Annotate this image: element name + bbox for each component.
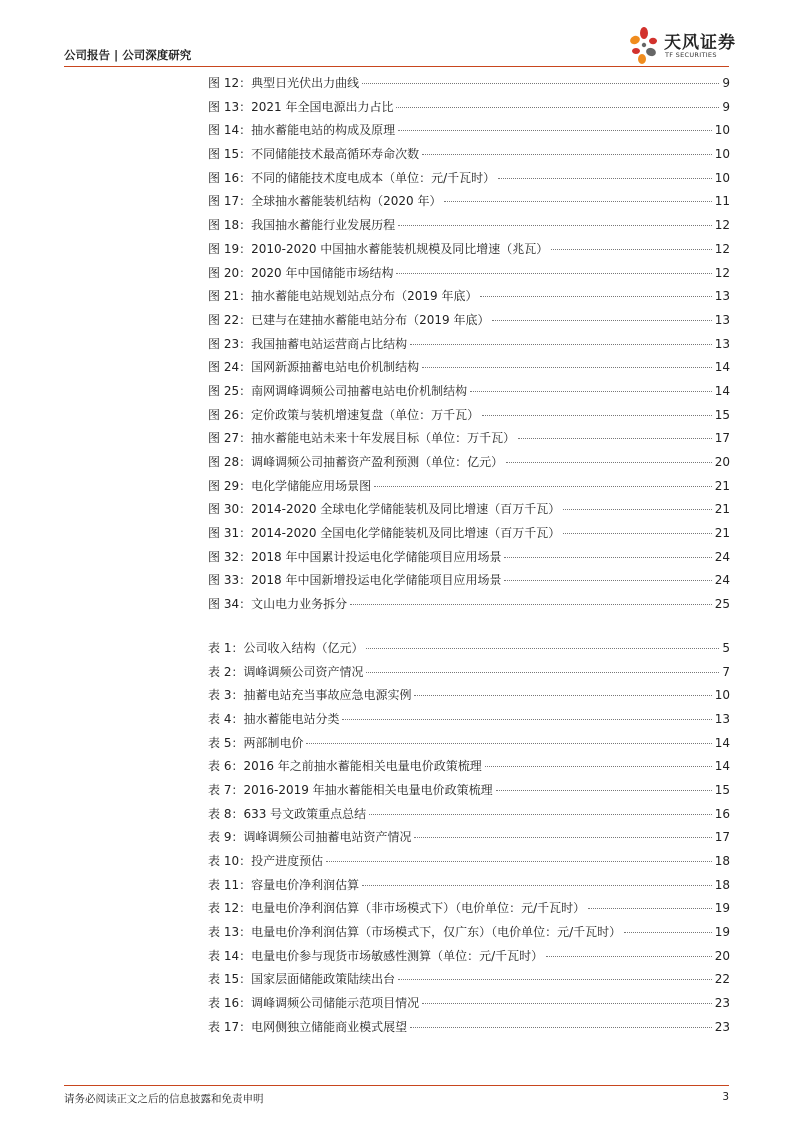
figure-entry[interactable] (208, 145, 730, 169)
table-entry[interactable] (208, 994, 730, 1018)
dot-leader (485, 766, 712, 767)
table-index (208, 639, 730, 1042)
figure-entry[interactable] (208, 287, 730, 311)
table-entry[interactable] (208, 947, 730, 971)
toc-entry-page: 14 (714, 383, 730, 398)
toc-entry-title[interactable]: 图 24：国网新源抽蓄电站电价机制结构 (208, 360, 420, 375)
table-entry[interactable] (208, 970, 730, 994)
dot-leader (563, 509, 711, 510)
toc-entry-page: 25 (714, 597, 730, 612)
figure-entry[interactable] (208, 358, 730, 382)
figure-entry[interactable] (208, 477, 730, 501)
toc-entry-title[interactable]: 表 7：2016-2019 年抽水蓄能相关电量电价政策梳理 (208, 782, 493, 797)
toc-entry-page: 5 (722, 640, 730, 655)
dot-leader (396, 273, 711, 274)
toc-entry-title[interactable]: 图 32：2018 年中国累计投运电化学储能项目应用场景 (208, 549, 502, 564)
figure-entry[interactable] (208, 240, 730, 264)
toc-entry-page: 10 (714, 688, 730, 703)
toc-entry-title[interactable]: 表 12：电量电价净利润估算（非市场模式下）（电价单位：元/千瓦时） (208, 901, 586, 916)
toc-entry-title[interactable]: 表 15：国家层面储能政策陆续出台 (208, 972, 396, 987)
toc-entry-title[interactable]: 表 8：633 号文政策重点总结 (208, 806, 367, 821)
toc-entry-title[interactable]: 表 9：调峰调频公司抽蓄电站资产情况 (208, 830, 412, 845)
dot-leader (350, 604, 712, 605)
figure-entry[interactable] (208, 121, 730, 145)
toc-entry-page: 22 (714, 972, 730, 987)
toc-entry-title[interactable]: 表 3：抽蓄电站充当事故应急电源实例 (208, 688, 412, 703)
figure-entry[interactable] (208, 406, 730, 430)
table-entry[interactable] (208, 686, 730, 710)
dot-leader (366, 672, 719, 673)
figure-entry[interactable] (208, 311, 730, 335)
table-entry[interactable] (208, 876, 730, 900)
dot-leader (306, 743, 711, 744)
table-entry[interactable] (208, 1018, 730, 1042)
toc-entry-page: 19 (714, 901, 730, 916)
toc-entry-title[interactable]: 表 13：电量电价净利润估算（市场模式下，仅广东）（电价单位：元/千瓦时） (208, 925, 622, 940)
dot-leader (546, 956, 712, 957)
dot-leader (588, 908, 712, 909)
toc-entry-page: 23 (714, 1019, 730, 1034)
table-entry[interactable] (208, 781, 730, 805)
figure-index (208, 74, 730, 619)
figure-entry[interactable] (208, 548, 730, 572)
toc-entry-title[interactable]: 表 2：调峰调频公司资产情况 (208, 664, 364, 679)
dot-leader (422, 367, 712, 368)
toc-entry-page: 12 (714, 265, 730, 280)
dot-leader (482, 415, 712, 416)
dot-leader (624, 932, 712, 933)
figure-entry[interactable] (208, 524, 730, 548)
dot-leader (410, 1027, 712, 1028)
dot-leader (551, 249, 711, 250)
dot-leader (362, 885, 712, 886)
dot-leader (470, 391, 712, 392)
section-gap (208, 619, 730, 639)
table-entry[interactable] (208, 828, 730, 852)
toc-entry-page: 21 (714, 478, 730, 493)
toc-entry-title[interactable]: 图 15：不同储能技术最高循环寿命次数 (208, 147, 420, 162)
table-entry[interactable] (208, 923, 730, 947)
dot-leader (504, 580, 711, 581)
toc-entry-page: 14 (714, 360, 730, 375)
toc-entry-title[interactable]: 图 13：2021 年全国电源出力占比 (208, 99, 394, 114)
logo-company-subtitle: TF SECURITIES (665, 51, 717, 59)
toc-entry-title[interactable]: 图 30：2014-2020 全球电化学储能装机及同比增速（百万千瓦） (208, 502, 561, 517)
footer-divider (64, 1085, 729, 1086)
toc-entry-page: 12 (714, 218, 730, 233)
dot-leader (366, 648, 719, 649)
toc-entry-page: 23 (714, 996, 730, 1011)
toc-entry-title[interactable]: 表 11：容量电价净利润估算 (208, 877, 360, 892)
figure-entry[interactable] (208, 429, 730, 453)
page-number: 3 (722, 1091, 729, 1103)
dot-leader (518, 438, 712, 439)
toc-entry-title[interactable]: 图 19：2010-2020 中国抽水蓄能装机规模及同比增速（兆瓦） (208, 241, 549, 256)
toc-entry-title[interactable]: 表 4：抽水蓄能电站分类 (208, 711, 340, 726)
toc-entry-page: 10 (714, 147, 730, 162)
toc-entry-title[interactable]: 图 22：已建与在建抽水蓄能电站分布（2019 年底） (208, 312, 490, 327)
toc-entry-title[interactable]: 表 10：投产进度预估 (208, 854, 324, 868)
dot-leader (398, 225, 712, 226)
table-entry[interactable] (208, 663, 730, 687)
toc-list (208, 74, 730, 1042)
dot-leader (492, 320, 711, 321)
toc-entry-title[interactable]: 图 31：2014-2020 全国电化学储能装机及同比增速（百万千瓦） (208, 526, 561, 541)
figure-entry[interactable] (208, 98, 730, 122)
toc-entry-title[interactable]: 图 17：全球抽水蓄能装机结构（2020 年） (208, 194, 442, 209)
toc-entry-title[interactable]: 图 14：抽水蓄能电站的构成及原理 (208, 123, 396, 138)
figure-entry[interactable] (208, 74, 730, 98)
toc-entry-title[interactable]: 图 25：南网调峰调频公司抽蓄电站电价机制结构 (208, 383, 468, 398)
toc-entry-page: 20 (714, 948, 730, 963)
header-divider (64, 66, 729, 67)
dot-leader (422, 1003, 712, 1004)
toc-entry-page: 7 (722, 664, 730, 679)
toc-entry-title[interactable]: 图 29：电化学储能应用场景图 (208, 478, 372, 493)
toc-entry-title[interactable]: 图 27：抽水蓄能电站未来十年发展目标（单位：万千瓦） (208, 431, 516, 446)
toc-entry-page: 9 (722, 99, 730, 114)
toc-entry-title[interactable]: 图 16：不同的储能技术度电成本（单位：元/千瓦时） (208, 170, 496, 185)
logo-company-name: 天风证券 (664, 33, 736, 53)
toc-entry-title[interactable]: 表 14：电量电价参与现货市场敏感性测算（单位：元/千瓦时） (208, 948, 544, 963)
dot-leader (498, 178, 712, 179)
figure-entry[interactable] (208, 453, 730, 477)
dot-leader (414, 837, 711, 838)
dot-leader (362, 83, 719, 84)
figure-entry[interactable] (208, 571, 730, 595)
figure-entry[interactable] (208, 500, 730, 524)
toc-entry-page: 13 (714, 312, 730, 327)
dot-leader (369, 814, 712, 815)
toc-entry-page: 21 (714, 502, 730, 517)
toc-entry-page: 14 (714, 759, 730, 774)
toc-entry-page: 11 (714, 194, 730, 209)
toc-entry-page: 15 (714, 782, 730, 797)
table-entry[interactable] (208, 805, 730, 829)
toc-entry-title[interactable]: 图 28：调峰调频公司抽蓄资产盈利预测（单位：亿元） (208, 455, 504, 469)
table-entry[interactable] (208, 852, 730, 876)
toc-entry-page: 12 (714, 241, 730, 256)
toc-entry-page: 21 (714, 526, 730, 541)
report-type-header: 公司报告 | 公司深度研究 (64, 48, 192, 62)
toc-entry-title[interactable]: 表 1：公司收入结构（亿元） (208, 640, 364, 655)
toc-entry-page: 17 (714, 830, 730, 845)
table-entry[interactable] (208, 899, 730, 923)
table-entry[interactable] (208, 734, 730, 758)
dot-leader (563, 533, 711, 534)
flower-logo-icon (624, 24, 664, 68)
toc-entry-page: 24 (714, 549, 730, 564)
toc-entry-title[interactable]: 表 16：调峰调频公司储能示范项目情况 (208, 996, 420, 1011)
dot-leader (422, 154, 712, 155)
toc-entry-page: 18 (714, 854, 730, 868)
dot-leader (480, 296, 711, 297)
toc-entry-page: 20 (714, 455, 730, 469)
toc-entry-title[interactable]: 图 23：我国抽蓄电站运营商占比结构 (208, 336, 408, 351)
dot-leader (506, 462, 712, 463)
figure-entry[interactable] (208, 216, 730, 240)
figure-entry[interactable] (208, 382, 730, 406)
figure-entry[interactable] (208, 335, 730, 359)
dot-leader (326, 861, 712, 862)
dot-leader (504, 557, 711, 558)
toc-entry-page: 13 (714, 289, 730, 304)
toc-entry-title[interactable]: 表 6：2016 年之前抽水蓄能相关电量电价政策梳理 (208, 759, 482, 774)
toc-entry-title[interactable]: 图 33：2018 年中国新增投运电化学储能项目应用场景 (208, 573, 502, 588)
toc-entry-page: 9 (722, 76, 730, 90)
company-logo (624, 24, 736, 68)
toc-entry-page: 19 (714, 925, 730, 940)
dot-leader (414, 695, 711, 696)
dot-leader (342, 719, 711, 720)
toc-entry-page: 16 (714, 806, 730, 821)
toc-entry-title[interactable]: 表 17：电网侧独立储能商业模式展望 (208, 1019, 408, 1034)
table-entry[interactable] (208, 710, 730, 734)
dot-leader (410, 344, 712, 345)
disclaimer-note: 请务必阅读正文之后的信息披露和免责申明 (64, 1093, 264, 1105)
table-entry[interactable] (208, 757, 730, 781)
toc-entry-page: 10 (714, 123, 730, 138)
table-entry[interactable] (208, 639, 730, 663)
toc-entry-page: 24 (714, 573, 730, 588)
toc-entry-title[interactable]: 图 18：我国抽水蓄能行业发展历程 (208, 218, 396, 233)
toc-entry-page: 13 (714, 336, 730, 351)
toc-entry-page: 10 (714, 170, 730, 185)
toc-entry-page: 17 (714, 431, 730, 446)
toc-entry-title[interactable]: 图 34：文山电力业务拆分 (208, 597, 348, 612)
toc-entry-title[interactable]: 图 12：典型日光伏出力曲线 (208, 76, 360, 90)
toc-entry-page: 15 (714, 407, 730, 422)
toc-entry-page: 13 (714, 711, 730, 726)
dot-leader (496, 790, 712, 791)
toc-entry-page: 14 (714, 735, 730, 750)
toc-entry-title[interactable]: 图 26：定价政策与装机增速复盘（单位：万千瓦） (208, 407, 480, 422)
dot-leader (374, 486, 712, 487)
dot-leader (398, 979, 712, 980)
dot-leader (444, 201, 711, 202)
figure-entry[interactable] (208, 264, 730, 288)
figure-entry[interactable] (208, 169, 730, 193)
dot-leader (398, 130, 712, 131)
toc-entry-title[interactable]: 图 20：2020 年中国储能市场结构 (208, 265, 394, 280)
figure-entry[interactable] (208, 192, 730, 216)
toc-entry-page: 18 (714, 877, 730, 892)
toc-entry-title[interactable]: 图 21：抽水蓄能电站规划站点分布（2019 年底） (208, 289, 478, 304)
figure-entry[interactable] (208, 595, 730, 619)
dot-leader (396, 107, 719, 108)
toc-entry-title[interactable]: 表 5：两部制电价 (208, 735, 304, 750)
